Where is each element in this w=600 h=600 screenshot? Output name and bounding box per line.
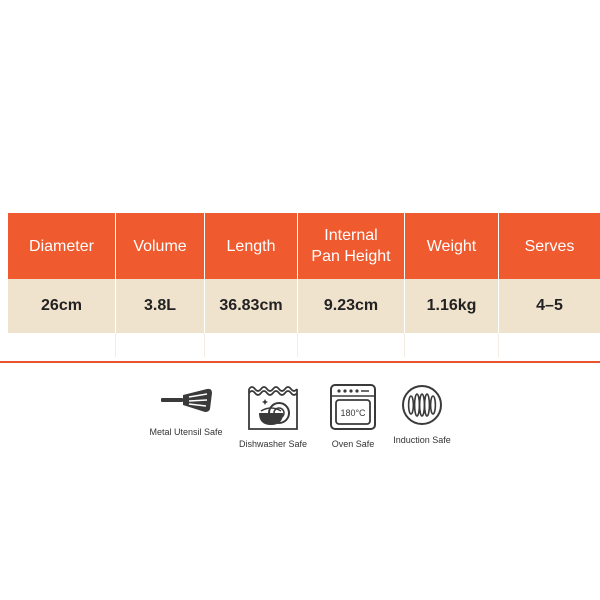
header-serves: Serves: [524, 237, 575, 255]
value-volume: 3.8L: [116, 279, 205, 333]
feature-induction-safe: [386, 383, 458, 445]
value-weight: 1.16kg: [405, 279, 499, 333]
header-internal-pan-height: Internal Pan Height: [298, 213, 405, 279]
faint-divider: [405, 333, 499, 357]
spec-table: [8, 213, 600, 333]
feature-label: Dishwasher Safe: [238, 439, 308, 449]
section-divider: [0, 361, 600, 363]
faint-divider: [205, 333, 298, 357]
value-diameter: 26cm: [8, 279, 116, 333]
table-faint-dividers: [8, 333, 600, 357]
faint-divider: [8, 333, 116, 357]
value-length: 36.83cm: [205, 279, 298, 333]
induction-icon: [400, 383, 444, 427]
feature-label: Oven Safe: [331, 439, 375, 449]
value-serves: 4–5: [536, 297, 563, 314]
faint-divider: [298, 333, 405, 357]
value-internal-pan-height: 9.23cm: [298, 279, 405, 333]
spatula-icon: [157, 383, 215, 415]
oven-temperature: 180°C: [340, 408, 366, 418]
header-length: Length: [205, 213, 298, 279]
feature-label: Induction Safe: [393, 435, 451, 445]
header-volume: Volume: [116, 213, 205, 279]
spec-header-row: [8, 213, 600, 279]
faint-divider: [116, 333, 205, 357]
dishwasher-icon: [243, 383, 303, 431]
spec-value-row: [8, 279, 600, 333]
feature-oven-safe: [322, 383, 384, 449]
header-weight: Weight: [405, 213, 499, 279]
oven-icon: [329, 383, 377, 431]
feature-label: Metal Utensil Safe: [149, 427, 223, 437]
header-diameter: Diameter: [8, 213, 116, 279]
feature-metal-utensil-safe: [140, 383, 232, 437]
feature-dishwasher-safe: [232, 383, 314, 449]
